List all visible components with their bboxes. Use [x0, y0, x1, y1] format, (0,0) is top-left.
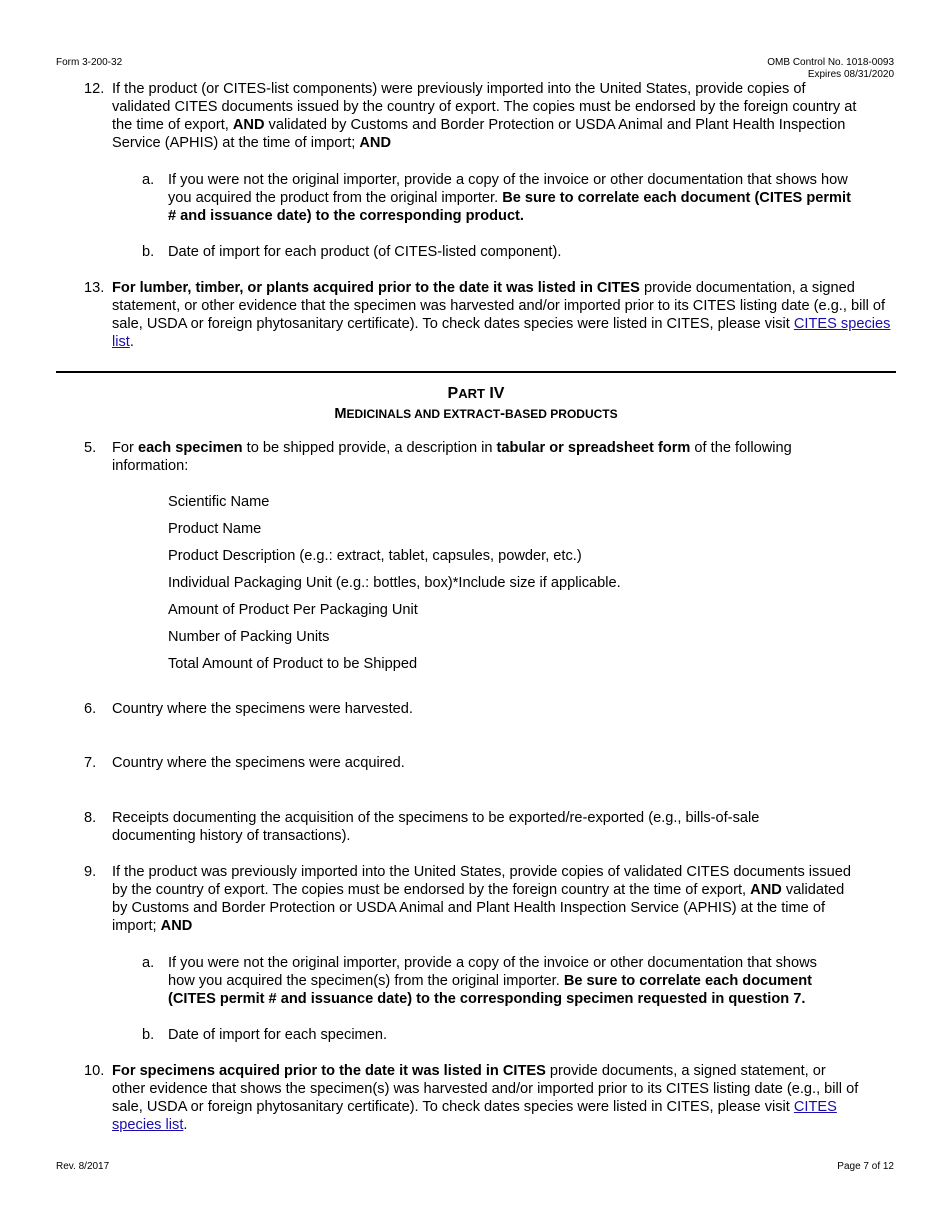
list-item: Product Description (e.g.: extract, tablet, capsules, powder, etc.) — [168, 548, 582, 564]
item-text: If the product (or CITES-list components) were previously imported into the United States, provide copies of validated CITES documents issued by the country of export. The copies must be endorsed by the foreign country at the time of export, — [112, 81, 857, 133]
item-6 — [56, 700, 896, 718]
item-text: . — [183, 1117, 188, 1133]
item-text: Receipts documenting the acquisition of the specimens to be exported/re-exported (e.g., bills-of-sale documenting history of transactions). — [112, 810, 760, 844]
item-10 — [56, 1062, 860, 1134]
item-text: If the product was previously imported into the United States, provide copies of validated CITES documents issued by the country of export. The copies must be endorsed by the foreign country at the time of export, — [112, 864, 851, 898]
item-number: 9. — [84, 864, 97, 880]
item-5 — [56, 439, 860, 475]
item-13 — [56, 279, 896, 351]
item-12a — [56, 171, 860, 225]
form-number: Form 3-200-32 — [56, 57, 123, 68]
part-heading — [56, 385, 896, 423]
section-divider — [56, 371, 896, 373]
sub-item-emphasis: Be sure to correlate each document (CITES permit # and issuance date) to the corresponding product. — [168, 190, 851, 224]
cites-species-list-link[interactable]: CITES species list — [112, 1099, 837, 1133]
item-text: provide documentation, a signed statement, or other evidence that the specimen was harvested and/or imported prior to its CITES listing date (e.g., bill of sale, USDA or foreign phytosanitary certificate). To check dates species were listed in CITES, please visit — [112, 280, 886, 332]
item-text: For — [112, 440, 138, 456]
expiration-date: Expires 08/31/2020 — [807, 69, 894, 80]
item-number: 10. — [84, 1063, 105, 1079]
part-subtitle: MEDICINALS AND EXTRACT-BASED PRODUCTS — [334, 406, 618, 422]
sub-item-emphasis: Be sure to correlate each document (CITES permit # and issuance date) to the corresponding specimen requested in question 7. — [168, 973, 813, 1007]
item-emphasis: For lumber, timber, or plants acquired prior to the date it was listed in CITES — [112, 280, 640, 296]
omb-header — [767, 57, 894, 81]
item-text: Country where the specimens were harvested. — [112, 701, 413, 717]
sub-item-letter: b. — [142, 1027, 155, 1043]
item-12b — [56, 243, 860, 261]
item-text: Country where the specimens were acquired. — [112, 755, 405, 771]
item-number: 12. — [84, 81, 105, 97]
sub-item-letter: a. — [142, 172, 155, 188]
page-number: Page 7 of 12 — [837, 1161, 894, 1172]
item-emphasis: For specimens acquired prior to the date it was listed in CITES — [112, 1063, 546, 1079]
item-text: of the following information: — [112, 440, 792, 474]
sub-item-letter: b. — [142, 244, 155, 260]
sub-item-text: Date of import for each product (of CITES-listed component). — [168, 244, 562, 260]
item-emphasis: tabular or spreadsheet form — [496, 440, 691, 456]
item-text: to be shipped provide, a description in — [242, 440, 497, 456]
emphasis-and: AND — [750, 882, 782, 898]
emphasis-and: AND — [232, 117, 265, 133]
item-9a — [56, 954, 846, 1008]
page-content — [56, 80, 896, 1134]
item-text: validated by Customs and Border Protection or USDA Animal and Plant Health Inspection Service (APHIS) at the time of import; — [112, 882, 845, 934]
sub-item-text: If you were not the original importer, provide a copy of the invoice or other documentation that shows how you acquired the specimen(s) from the original importer. — [168, 955, 817, 989]
item-9b — [56, 1026, 860, 1044]
list-item: Total Amount of Product to be Shipped — [168, 656, 418, 672]
list-item: Number of Packing Units — [168, 629, 330, 645]
sub-item-text: If you were not the original importer, provide a copy of the invoice or other documentation that shows how you acquired the product from the original importer. — [168, 172, 848, 206]
item-text: validated by Customs and Border Protection or USDA Animal and Plant Health Inspection Service (APHIS) at the time of import; — [112, 117, 846, 151]
item-number: 6. — [84, 701, 97, 717]
cites-species-list-link[interactable]: CITES species list — [112, 316, 891, 350]
list-item: Individual Packaging Unit (e.g.: bottles, box)*Include size if applicable. — [168, 575, 621, 591]
item-7 — [56, 754, 896, 772]
list-item: Product Name — [168, 521, 262, 537]
item-text: provide documents, a signed statement, or other evidence that shows the specimen(s) was harvested and/or imported prior to its CITES listing date (e.g., bill of sale, USDA or foreign phytosanitary certificate). To check dates species were listed in CITES, please visit — [112, 1063, 859, 1115]
item-number: 13. — [84, 280, 105, 296]
revision-date: Rev. 8/2017 — [56, 1161, 110, 1172]
item-number: 7. — [84, 755, 97, 771]
item-number: 5. — [84, 440, 97, 456]
item-8 — [56, 809, 816, 845]
sub-item-letter: a. — [142, 955, 155, 971]
item-12 — [56, 80, 860, 152]
item-text: . — [129, 334, 134, 350]
emphasis-and: AND — [160, 918, 193, 934]
information-list — [56, 493, 896, 673]
item-number: 8. — [84, 810, 97, 826]
omb-control-number: OMB Control No. 1018-0093 — [767, 57, 894, 68]
sub-item-text: Date of import for each specimen. — [168, 1027, 388, 1043]
part-title: PART IV — [447, 385, 505, 402]
list-item: Scientific Name — [168, 494, 270, 510]
list-item: Amount of Product Per Packaging Unit — [168, 602, 418, 618]
item-9 — [56, 863, 856, 935]
item-emphasis: each specimen — [137, 440, 243, 456]
emphasis-and: AND — [359, 135, 391, 151]
